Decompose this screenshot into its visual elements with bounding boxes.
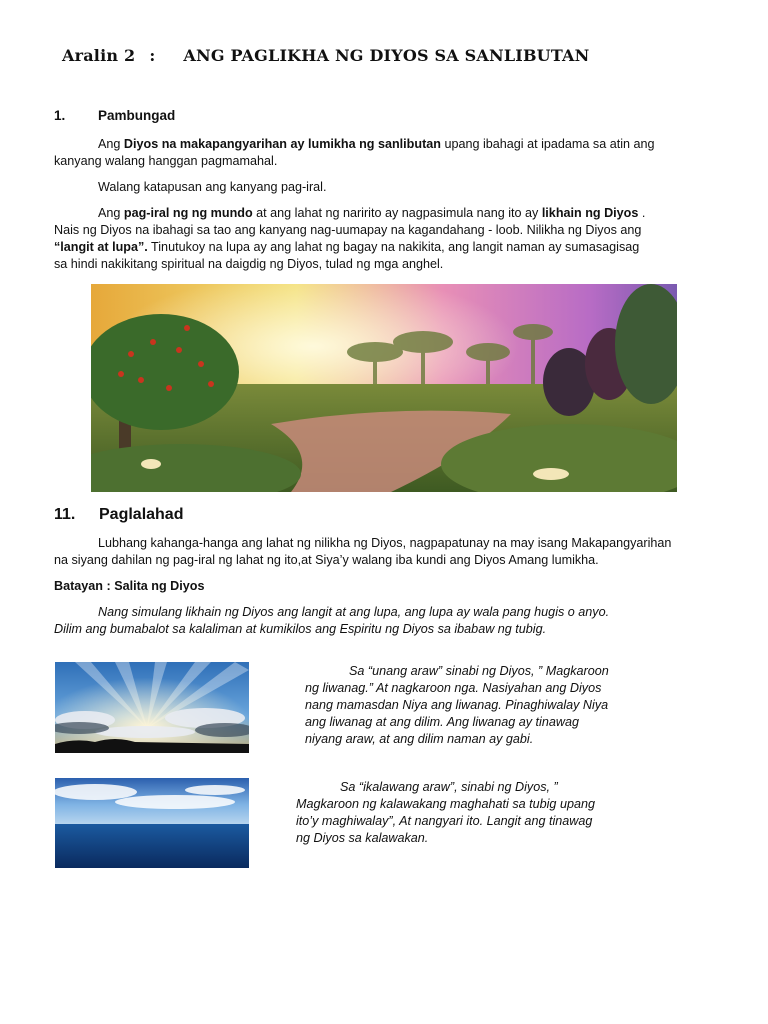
title-colon: : — [149, 46, 156, 65]
p3-bold-2: likhain ng Diyos — [541, 206, 639, 220]
day1-line2: ng liwanag.” At nagkaroon nga. Nasiyahan ang Diyos — [305, 681, 602, 695]
day2-line1: Sa “ikalawang araw”, sinabi ng Diyos, ” — [340, 780, 558, 794]
p4-line2: na siyang dahilan ng pag-iral ng lahat ng ito,at Siya’y walang iba kundi ang Diyos Amang lumikha. — [54, 553, 599, 567]
day1-text — [305, 663, 647, 748]
lesson-number: Aralin 2 — [62, 46, 136, 65]
paragraph-2: Walang katapusan ang kanyang pag-iral. — [98, 180, 327, 194]
p3-bold-3: “langit at lupa”. — [54, 240, 148, 254]
title-text: ANG PAGLIKHA NG DIYOS SA SANLIBUTAN — [183, 46, 590, 65]
p1-text-a: Ang — [98, 137, 124, 151]
sky-and-sea-image — [55, 778, 249, 868]
day1-line1: Sa “unang araw” sinabi ng Diyos, ” Magkaroon — [349, 664, 609, 678]
garden-of-eden-image — [91, 284, 677, 492]
section1-heading: Pambungad — [98, 108, 176, 123]
section2-heading: Paglalahad — [99, 506, 184, 523]
p4-line1: Lubhang kahanga-hanga ang lahat ng nilikha ng Diyos, nagpapatunay na may isang Makapangyarihan — [98, 536, 672, 550]
day1-line5: niyang araw, at ang dilim naman ay gabi. — [305, 732, 534, 746]
p3-line3: Tinutukoy na lupa ay ang lahat ng bagay na nakikita, ang langit naman ay sumasagisag — [147, 240, 640, 254]
batayan-label: Batayan : Salita ng Diyos — [54, 579, 205, 593]
day2-line2: Magkaroon ng kalawakang maghahati sa tubig upang — [296, 797, 595, 811]
day2-line4: ng Diyos sa kalawakan. — [296, 831, 429, 845]
page-title — [62, 46, 590, 65]
section1-number: 1. — [54, 108, 66, 123]
p3-bold-1: pag-iral ng ng mundo — [123, 206, 253, 220]
p3-line4: sa hindi nakikitang spiritual na daigdig ng Diyos, tulad ng mga anghel. — [54, 257, 444, 271]
paragraph-3 — [54, 205, 734, 273]
p3-line2: Nais ng Diyos na ibahagi sa tao ang kanyang nag-uumapay na kagandahang - loob. Nilikha ng Diyos ang — [54, 223, 642, 237]
scripture-verse — [54, 604, 734, 638]
p3-text-e: . — [638, 206, 646, 220]
p1-text-c: upang ibahagi at ipadama sa atin ang — [440, 137, 655, 151]
p3-text-a: Ang — [98, 206, 124, 220]
p3-text-c: at ang lahat ng naririto ay nagpasimula nang ito ay — [252, 206, 542, 220]
verse-line2: Dilim ang bumabalot sa kalaliman at kumikilos ang Espiritu ng Diyos sa ibabaw ng tubig. — [54, 622, 547, 636]
section2-number: 11. — [54, 506, 76, 523]
day1-line3: nang mamasdan Niya ang liwanag. Pinaghiwalay Niya — [305, 698, 609, 712]
day2-line3: ito’y maghiwalay”, At nangyari ito. Langit ang tinawag — [296, 814, 593, 828]
p1-line2: kanyang walang hanggan pagmamahal. — [54, 154, 278, 168]
light-rays-image — [55, 662, 249, 753]
paragraph-4 — [54, 535, 734, 569]
day1-line4: ang liwanag at ang dilim. Ang liwanag ay tinawag — [305, 715, 579, 729]
verse-line1: Nang simulang likhain ng Diyos ang langit at ang lupa, ang lupa ay wala pang hugis o anyo. — [98, 605, 610, 619]
paragraph-1 — [54, 136, 724, 170]
day2-text — [296, 779, 636, 847]
p1-bold: Diyos na makapangyarihan ay lumikha ng sanlibutan — [123, 137, 441, 151]
